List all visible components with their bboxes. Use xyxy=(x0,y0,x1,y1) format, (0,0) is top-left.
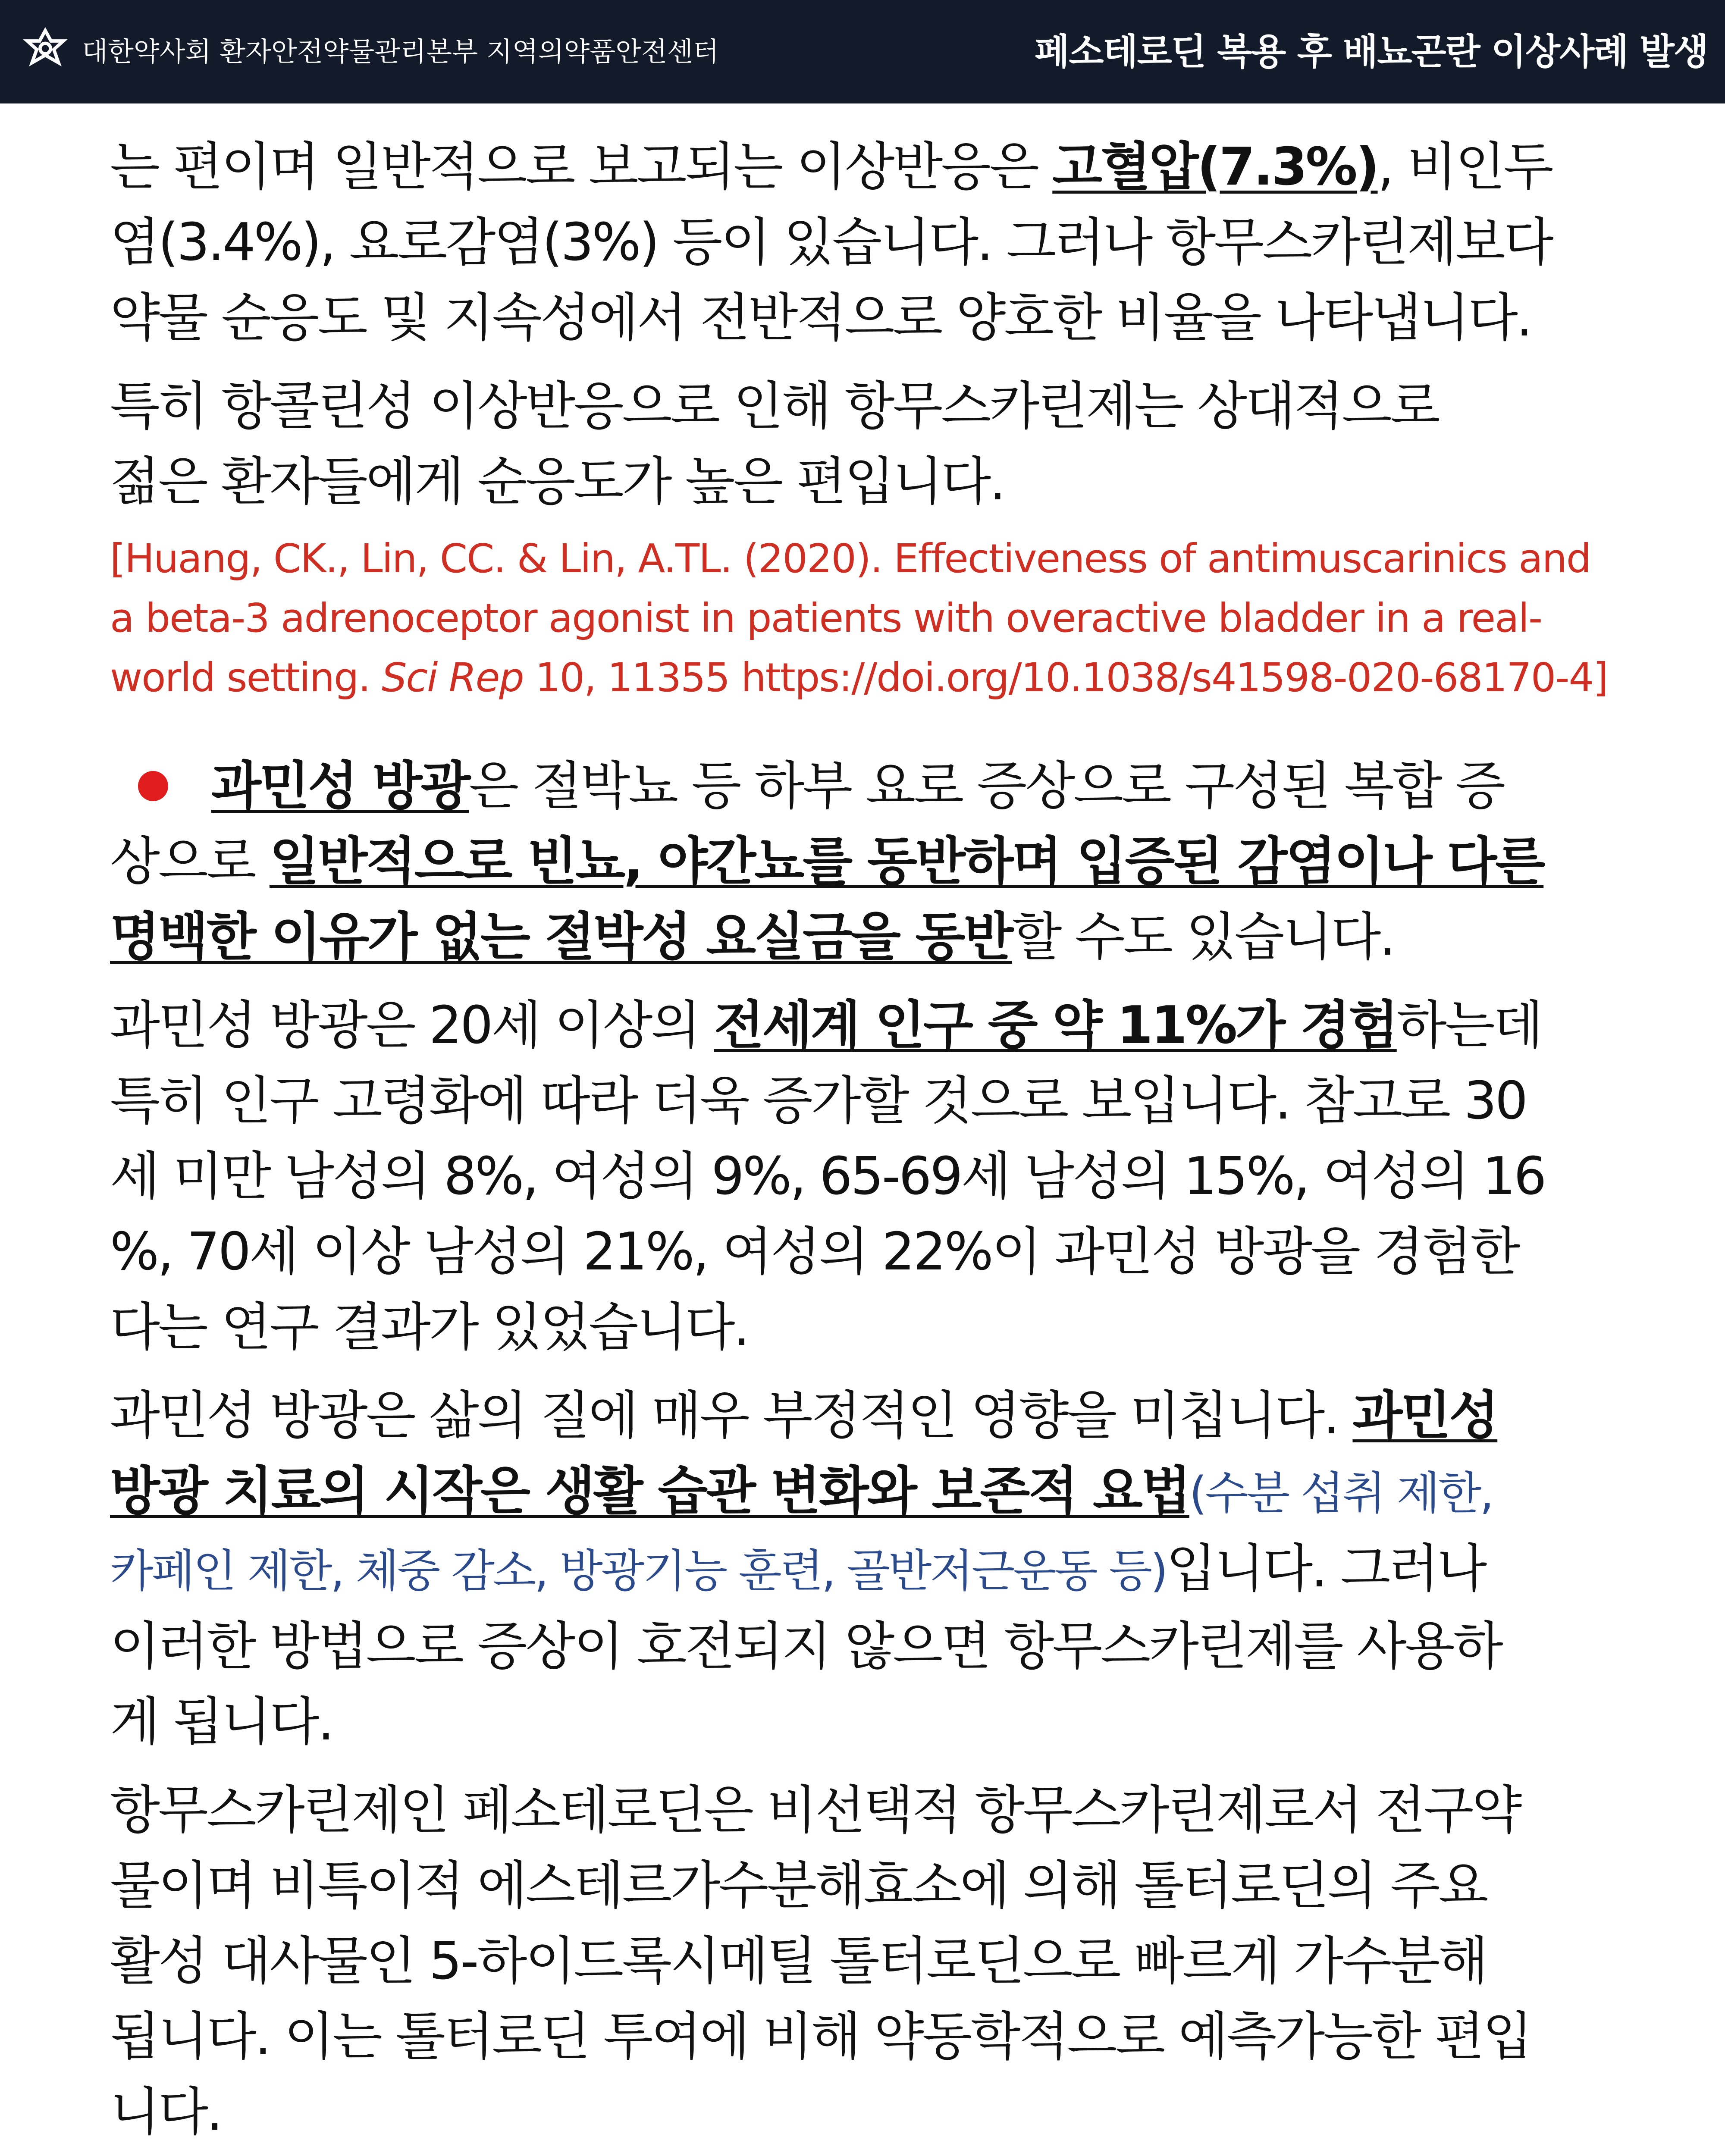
emphasis-text: 방광 치료의 시작은 생활 습관 변화와 보존적 요법 xyxy=(110,1461,1189,1521)
text-span: 는 편이며 일반적으로 보고되는 이상반응은 xyxy=(110,137,1053,197)
paragraph-fesoterodine xyxy=(110,1773,1645,2150)
text-line xyxy=(110,899,1645,975)
text-line: 약물 순응도 및 지속성에서 전반적으로 양호한 비율을 나타냅니다. xyxy=(110,288,1531,348)
text-line: 니다. xyxy=(110,2082,221,2142)
text-line xyxy=(110,988,1645,1063)
paragraph-treatment xyxy=(110,1378,1645,1760)
text-span: 과민성 방광은 삶의 질에 매우 부정적인 영향을 미칩니다. xyxy=(110,1386,1353,1446)
text-line: 물이며 비특이적 에스테르가수분해효소에 의해 톨터로딘의 주요 xyxy=(110,1856,1487,1916)
text-span: world setting. xyxy=(110,655,382,701)
text-line: 세 미만 남성의 8%, 여성의 9%, 65-69세 남성의 15%, 여성의 16 xyxy=(110,1147,1545,1206)
text-span: 입니다. 그러나 xyxy=(1166,1539,1486,1599)
text-line: 젊은 환자들에게 순응도가 높은 편입니다. xyxy=(110,452,1004,512)
conservative-therapy-note: 카페인 제한, 체중 감소, 방광기능 훈련, 골반저근운동 등) xyxy=(110,1545,1167,1597)
reference-line xyxy=(110,648,1645,708)
text-line: 활성 대사물인 5-하이드록시메틸 톨터로딘으로 빠르게 가수분해 xyxy=(110,1931,1487,1991)
journal-name: Sci Rep xyxy=(382,655,524,701)
emphasis-text: 과민성 xyxy=(1352,1386,1498,1446)
text-line: 다는 연구 결과가 있었습니다. xyxy=(110,1297,748,1357)
paragraph-prevalence xyxy=(110,988,1645,1365)
text-span: 은 절박뇨 등 하부 요로 증상으로 구성된 복합 증 xyxy=(469,756,1504,816)
paragraph-adverse-reactions xyxy=(110,129,1645,356)
text-line: 항무스카린제인 페소테로딘은 비선택적 항무스카린제로서 전구약 xyxy=(110,1780,1521,1840)
text-line: 특히 항콜린성 이상반응으로 인해 항무스카린제는 상대적으로 xyxy=(110,376,1439,436)
text-line: %, 70세 이상 남성의 21%, 여성의 22%이 과민성 방광을 경험한 xyxy=(110,1222,1519,1282)
text-line xyxy=(110,749,1645,824)
text-span: , 비인두 xyxy=(1377,137,1552,197)
reference-line: [Huang, CK., Lin, CC. & Lin, A.TL. (2020). Effectiveness of antimuscarinics and xyxy=(110,536,1591,582)
emphasis-prevalence: 전세계 인구 중 약 11%가 경험 xyxy=(714,996,1397,1056)
text-line: 특히 인구 고령화에 따라 더욱 증가할 것으로 보입니다. 참고로 30 xyxy=(110,1071,1527,1131)
text-line: 이러한 방법으로 증상이 호전되지 않으면 항무스카린제를 사용하 xyxy=(110,1617,1502,1677)
text-span: 하는데 xyxy=(1396,996,1542,1056)
header-bar xyxy=(0,0,1725,103)
document-body xyxy=(110,129,1645,2150)
conservative-therapy-note: (수분 섭취 제한, xyxy=(1189,1467,1493,1520)
text-line xyxy=(110,1531,1645,1609)
bullet-dot-icon xyxy=(138,771,168,801)
text-line: 됩니다. 이는 톨터로딘 투여에 비해 약동학적으로 예측가능한 편입 xyxy=(110,2007,1531,2067)
organization-logo-icon xyxy=(22,27,69,74)
text-span: 10, 11355 https://doi.org/10.1038/s41598-020-68170-4] xyxy=(523,655,1608,701)
emphasis-text: 명백한 이유가 없는 절박성 요실금을 동반 xyxy=(110,907,1012,967)
reference-citation xyxy=(110,529,1645,708)
reference-line: a beta-3 adrenoceptor agonist in patients with overactive bladder in a real- xyxy=(110,595,1542,641)
emphasis-text: 일반적으로 빈뇨, 야간뇨를 동반하며 입증된 감염이나 다른 xyxy=(269,832,1544,892)
text-line xyxy=(110,129,1645,205)
text-span: 과민성 방광은 20세 이상의 xyxy=(110,996,714,1056)
text-span: 할 수도 있습니다. xyxy=(1012,907,1394,967)
text-line xyxy=(110,1378,1645,1454)
paragraph-anticholinergic xyxy=(110,369,1645,520)
text-line: 염(3.4%), 요로감염(3%) 등이 있습니다. 그러나 항무스카린제보다 xyxy=(110,213,1552,273)
emphasis-hypertension: 고혈압(7.3%) xyxy=(1052,137,1378,197)
text-line xyxy=(110,824,1645,899)
text-line xyxy=(110,1454,1645,1531)
text-line: 게 됩니다. xyxy=(110,1692,332,1752)
document-title: 페소테로딘 복용 후 배뇨곤란 이상사례 발생 xyxy=(1035,31,1708,73)
organization-name: 대한약사회 환자안전약물관리본부 지역의약품안전센터 xyxy=(82,36,719,67)
paragraph-oab-definition xyxy=(110,749,1645,975)
emphasis-oab: 과민성 방광 xyxy=(211,756,469,816)
text-span: 상으로 xyxy=(110,832,270,892)
